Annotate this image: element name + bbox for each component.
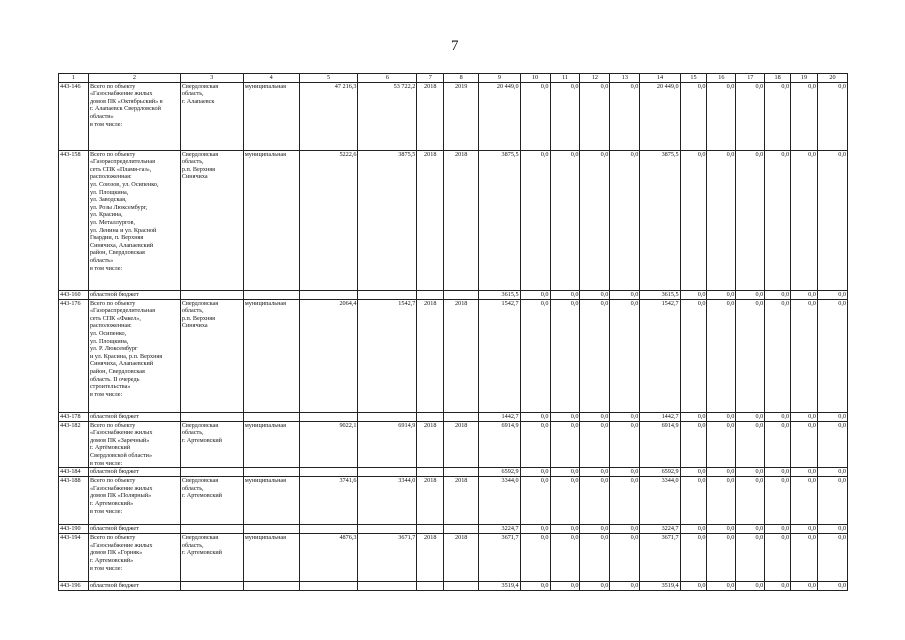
cell-c19: 0,0 [791, 468, 818, 477]
cell-c16: 0,0 [707, 299, 736, 412]
cell-c18: 0,0 [765, 477, 791, 525]
cell-name: областной бюджет [88, 525, 180, 534]
cell-c18: 0,0 [765, 525, 791, 534]
cell-c15: 0,0 [680, 299, 707, 412]
cell-c5 [299, 582, 358, 591]
cell-c12: 0,0 [580, 477, 610, 525]
cell-c19: 0,0 [791, 534, 818, 582]
cell-c16: 0,0 [707, 290, 736, 299]
cell-c8 [444, 468, 479, 477]
cell-code: 443-176 [59, 299, 89, 412]
cell-c18: 0,0 [765, 412, 791, 421]
cell-c12: 0,0 [580, 468, 610, 477]
cell-c10: 0,0 [520, 290, 550, 299]
cell-name: Всего по объекту «Газоснабжение жилых домов ПК «Заречный» г. Артёмовский Свердловской области» в том числе: [88, 421, 180, 468]
cell-c13: 0,0 [610, 290, 640, 299]
cell-c6: 3344,0 [358, 477, 417, 525]
cell-c13: 0,0 [610, 299, 640, 412]
cell-location [180, 412, 243, 421]
cell-location: Свердловская область, р.п. Верхняя Синячиха [180, 150, 243, 290]
cell-c18: 0,0 [765, 534, 791, 582]
cell-c6: 1542,7 [358, 299, 417, 412]
cell-c17: 0,0 [736, 582, 765, 591]
cell-c9: 3519,4 [479, 582, 520, 591]
cell-ownership [243, 468, 299, 477]
cell-c19: 0,0 [791, 525, 818, 534]
cell-c7 [417, 290, 444, 299]
cell-c8: 2018 [444, 150, 479, 290]
cell-c7 [417, 582, 444, 591]
column-number-cell: 11 [550, 74, 580, 83]
cell-name: Всего по объекту «Газоснабжение жилых домов ПК «Горняк» г. Артемовский» в том числе: [88, 534, 180, 582]
column-number-cell: 1 [59, 74, 89, 83]
cell-c6 [358, 525, 417, 534]
column-number-cell: 13 [610, 74, 640, 83]
cell-c14: 3615,5 [640, 290, 680, 299]
column-number-cell: 3 [180, 74, 243, 83]
cell-c6: 3875,5 [358, 150, 417, 290]
cell-c20: 0,0 [817, 82, 847, 150]
cell-c12: 0,0 [580, 290, 610, 299]
cell-c10: 0,0 [520, 534, 550, 582]
cell-c8: 2018 [444, 477, 479, 525]
cell-c17: 0,0 [736, 150, 765, 290]
column-number-cell: 8 [444, 74, 479, 83]
cell-c8: 2018 [444, 299, 479, 412]
cell-c16: 0,0 [707, 412, 736, 421]
column-number-row [59, 74, 848, 83]
cell-c11: 0,0 [550, 290, 580, 299]
cell-c20: 0,0 [817, 534, 847, 582]
column-number-cell: 7 [417, 74, 444, 83]
cell-c16: 0,0 [707, 150, 736, 290]
cell-c11: 0,0 [550, 150, 580, 290]
cell-c17: 0,0 [736, 534, 765, 582]
cell-c5: 3741,6 [299, 477, 358, 525]
cell-c15: 0,0 [680, 525, 707, 534]
cell-c9: 3344,0 [479, 477, 520, 525]
cell-c12: 0,0 [580, 582, 610, 591]
cell-c9: 20 449,0 [479, 82, 520, 150]
cell-c8: 2019 [444, 82, 479, 150]
cell-code: 443-184 [59, 468, 89, 477]
cell-c14: 3519,4 [640, 582, 680, 591]
cell-c8: 2018 [444, 421, 479, 468]
cell-code: 443-160 [59, 290, 89, 299]
cell-c13: 0,0 [610, 412, 640, 421]
cell-c18: 0,0 [765, 421, 791, 468]
table-body [59, 74, 848, 591]
cell-c15: 0,0 [680, 290, 707, 299]
column-number-cell: 19 [791, 74, 818, 83]
cell-ownership: муниципальная [243, 534, 299, 582]
cell-c8 [444, 412, 479, 421]
table-row [59, 421, 848, 468]
cell-c13: 0,0 [610, 525, 640, 534]
cell-code: 443-190 [59, 525, 89, 534]
table-row [59, 525, 848, 534]
cell-c9: 6914,9 [479, 421, 520, 468]
cell-c6 [358, 468, 417, 477]
cell-c14: 3224,7 [640, 525, 680, 534]
cell-c8 [444, 290, 479, 299]
cell-c16: 0,0 [707, 82, 736, 150]
cell-c18: 0,0 [765, 290, 791, 299]
cell-c9: 6592,9 [479, 468, 520, 477]
cell-c17: 0,0 [736, 82, 765, 150]
cell-c13: 0,0 [610, 582, 640, 591]
page-number: 7 [451, 38, 459, 54]
cell-name: областной бюджет [88, 468, 180, 477]
cell-c18: 0,0 [765, 82, 791, 150]
cell-c13: 0,0 [610, 477, 640, 525]
cell-c14: 6592,9 [640, 468, 680, 477]
cell-c17: 0,0 [736, 477, 765, 525]
cell-c20: 0,0 [817, 299, 847, 412]
table-row [59, 477, 848, 525]
cell-c19: 0,0 [791, 412, 818, 421]
cell-code: 443-194 [59, 534, 89, 582]
cell-c12: 0,0 [580, 421, 610, 468]
table-row [59, 534, 848, 582]
cell-code: 443-178 [59, 412, 89, 421]
table-row [59, 299, 848, 412]
cell-c15: 0,0 [680, 421, 707, 468]
cell-c15: 0,0 [680, 534, 707, 582]
cell-name: Всего по объекту «Газоснабжение жилых домов ПК «Полярный» г. Артемовский» в том числе: [88, 477, 180, 525]
cell-c15: 0,0 [680, 412, 707, 421]
cell-c10: 0,0 [520, 412, 550, 421]
cell-c9: 3875,5 [479, 150, 520, 290]
cell-c5: 47 216,3 [299, 82, 358, 150]
cell-c8 [444, 582, 479, 591]
cell-c10: 0,0 [520, 582, 550, 591]
cell-c15: 0,0 [680, 82, 707, 150]
cell-c9: 3224,7 [479, 525, 520, 534]
cell-c20: 0,0 [817, 290, 847, 299]
cell-c7: 2018 [417, 299, 444, 412]
cell-c7: 2018 [417, 82, 444, 150]
column-number-cell: 20 [817, 74, 847, 83]
cell-c16: 0,0 [707, 421, 736, 468]
table-row [59, 82, 848, 150]
cell-c6 [358, 412, 417, 421]
cell-location [180, 468, 243, 477]
column-number-cell: 9 [479, 74, 520, 83]
table-row [59, 150, 848, 290]
cell-c5: 4876,3 [299, 534, 358, 582]
cell-c16: 0,0 [707, 582, 736, 591]
column-number-cell: 4 [243, 74, 299, 83]
cell-code: 443-188 [59, 477, 89, 525]
cell-c11: 0,0 [550, 412, 580, 421]
column-number-cell: 6 [358, 74, 417, 83]
cell-c10: 0,0 [520, 477, 550, 525]
cell-c12: 0,0 [580, 82, 610, 150]
cell-c12: 0,0 [580, 150, 610, 290]
cell-location [180, 525, 243, 534]
cell-name: областной бюджет [88, 582, 180, 591]
cell-c5 [299, 290, 358, 299]
cell-c13: 0,0 [610, 82, 640, 150]
cell-c13: 0,0 [610, 150, 640, 290]
cell-location: Свердловская область, р.п. Верхняя Синячиха [180, 299, 243, 412]
cell-c12: 0,0 [580, 412, 610, 421]
cell-c7 [417, 525, 444, 534]
cell-c17: 0,0 [736, 412, 765, 421]
cell-c9: 1442,7 [479, 412, 520, 421]
column-number-cell: 14 [640, 74, 680, 83]
column-number-cell: 17 [736, 74, 765, 83]
cell-c15: 0,0 [680, 477, 707, 525]
cell-ownership: муниципальная [243, 299, 299, 412]
cell-c20: 0,0 [817, 477, 847, 525]
cell-c17: 0,0 [736, 525, 765, 534]
cell-c5 [299, 525, 358, 534]
cell-c5: 9022,1 [299, 421, 358, 468]
table-row [59, 468, 848, 477]
cell-c5 [299, 468, 358, 477]
cell-c15: 0,0 [680, 468, 707, 477]
cell-name: Всего по объекту «Газораспределительная сеть СПК «Факел», расположенная: ул. Осипенко, ул. Площкина, ул. Р. Люксембург и ул. Красина, р.п. Верхняя Синячиха, Алапаевский район, Свердловская область. II очередь строительства» в том числе: [88, 299, 180, 412]
table-row [59, 290, 848, 299]
cell-c5: 5222,6 [299, 150, 358, 290]
cell-name: Всего по объекту «Газораспределительная сеть СПК «Пламя-газ», расположенная: ул. Союзов, ул. Осипенко, ул. Площкина, ул. Заводская, ул. Розы Люксембург, ул. Красина, ул. Металлургов, ул. Ленина и ул. Красной Гвардии, п. Верхняя Синячиха, Алапаевский район, Свердловская область» в том числе: [88, 150, 180, 290]
cell-c18: 0,0 [765, 150, 791, 290]
cell-c9: 3671,7 [479, 534, 520, 582]
cell-c18: 0,0 [765, 582, 791, 591]
cell-ownership: муниципальная [243, 82, 299, 150]
column-number-cell: 10 [520, 74, 550, 83]
cell-c14: 1442,7 [640, 412, 680, 421]
cell-c20: 0,0 [817, 468, 847, 477]
cell-c8 [444, 525, 479, 534]
cell-c5 [299, 412, 358, 421]
cell-ownership: муниципальная [243, 150, 299, 290]
cell-c7 [417, 468, 444, 477]
cell-ownership [243, 582, 299, 591]
cell-c10: 0,0 [520, 150, 550, 290]
cell-c17: 0,0 [736, 290, 765, 299]
budget-table [58, 73, 848, 591]
cell-c14: 3671,7 [640, 534, 680, 582]
cell-name: областной бюджет [88, 290, 180, 299]
cell-c11: 0,0 [550, 525, 580, 534]
cell-location [180, 290, 243, 299]
cell-c7: 2018 [417, 477, 444, 525]
cell-c16: 0,0 [707, 534, 736, 582]
cell-location: Свердловская область, г. Артемовский [180, 421, 243, 468]
cell-c17: 0,0 [736, 468, 765, 477]
column-number-cell: 2 [88, 74, 180, 83]
cell-c14: 3344,0 [640, 477, 680, 525]
cell-name: Всего по объекту «Газоснабжение жилых домов ПК «Октябрьский» в г. Алапаевск Свердловской области» в том числе: [88, 82, 180, 150]
column-number-cell: 12 [580, 74, 610, 83]
cell-c10: 0,0 [520, 299, 550, 412]
cell-c13: 0,0 [610, 421, 640, 468]
cell-c15: 0,0 [680, 582, 707, 591]
column-number-cell: 5 [299, 74, 358, 83]
cell-code: 443-158 [59, 150, 89, 290]
cell-c9: 3615,5 [479, 290, 520, 299]
column-number-cell: 15 [680, 74, 707, 83]
cell-c6: 3671,7 [358, 534, 417, 582]
cell-name: областной бюджет [88, 412, 180, 421]
cell-c20: 0,0 [817, 421, 847, 468]
cell-c12: 0,0 [580, 534, 610, 582]
cell-location [180, 582, 243, 591]
cell-c10: 0,0 [520, 421, 550, 468]
cell-c13: 0,0 [610, 534, 640, 582]
cell-c13: 0,0 [610, 468, 640, 477]
cell-c20: 0,0 [817, 150, 847, 290]
cell-c10: 0,0 [520, 82, 550, 150]
cell-c14: 20 449,0 [640, 82, 680, 150]
cell-ownership [243, 290, 299, 299]
cell-c14: 3875,5 [640, 150, 680, 290]
table-row [59, 412, 848, 421]
cell-c12: 0,0 [580, 525, 610, 534]
cell-c8: 2018 [444, 534, 479, 582]
cell-c11: 0,0 [550, 534, 580, 582]
cell-c7: 2018 [417, 534, 444, 582]
cell-c16: 0,0 [707, 477, 736, 525]
cell-c20: 0,0 [817, 525, 847, 534]
cell-c7: 2018 [417, 150, 444, 290]
cell-c6: 53 722,2 [358, 82, 417, 150]
cell-c18: 0,0 [765, 299, 791, 412]
cell-c6 [358, 290, 417, 299]
cell-c15: 0,0 [680, 150, 707, 290]
cell-location: Свердловская область, г. Артемовский [180, 477, 243, 525]
cell-c19: 0,0 [791, 82, 818, 150]
cell-c6: 6914,9 [358, 421, 417, 468]
cell-c14: 6914,9 [640, 421, 680, 468]
cell-c19: 0,0 [791, 477, 818, 525]
cell-c19: 0,0 [791, 150, 818, 290]
cell-c19: 0,0 [791, 582, 818, 591]
cell-c19: 0,0 [791, 290, 818, 299]
cell-code: 443-196 [59, 582, 89, 591]
cell-c20: 0,0 [817, 582, 847, 591]
cell-c14: 1542,7 [640, 299, 680, 412]
cell-code: 443-146 [59, 82, 89, 150]
cell-c19: 0,0 [791, 421, 818, 468]
cell-ownership: муниципальная [243, 421, 299, 468]
cell-c11: 0,0 [550, 477, 580, 525]
cell-c19: 0,0 [791, 299, 818, 412]
cell-c5: 2064,4 [299, 299, 358, 412]
cell-code: 443-182 [59, 421, 89, 468]
cell-c20: 0,0 [817, 412, 847, 421]
cell-c10: 0,0 [520, 525, 550, 534]
cell-c17: 0,0 [736, 299, 765, 412]
cell-c16: 0,0 [707, 468, 736, 477]
table-row [59, 582, 848, 591]
cell-c7 [417, 412, 444, 421]
cell-c7: 2018 [417, 421, 444, 468]
cell-c11: 0,0 [550, 468, 580, 477]
cell-c16: 0,0 [707, 525, 736, 534]
cell-c11: 0,0 [550, 582, 580, 591]
cell-c6 [358, 582, 417, 591]
cell-c11: 0,0 [550, 82, 580, 150]
column-number-cell: 18 [765, 74, 791, 83]
cell-ownership [243, 412, 299, 421]
cell-c11: 0,0 [550, 421, 580, 468]
cell-c12: 0,0 [580, 299, 610, 412]
cell-location: Свердловская область, г. Артемовский [180, 534, 243, 582]
cell-c17: 0,0 [736, 421, 765, 468]
cell-ownership [243, 525, 299, 534]
cell-c10: 0,0 [520, 468, 550, 477]
cell-location: Свердловская область, г. Алапаевск [180, 82, 243, 150]
column-number-cell: 16 [707, 74, 736, 83]
cell-c18: 0,0 [765, 468, 791, 477]
cell-ownership: муниципальная [243, 477, 299, 525]
cell-c11: 0,0 [550, 299, 580, 412]
cell-c9: 1542,7 [479, 299, 520, 412]
